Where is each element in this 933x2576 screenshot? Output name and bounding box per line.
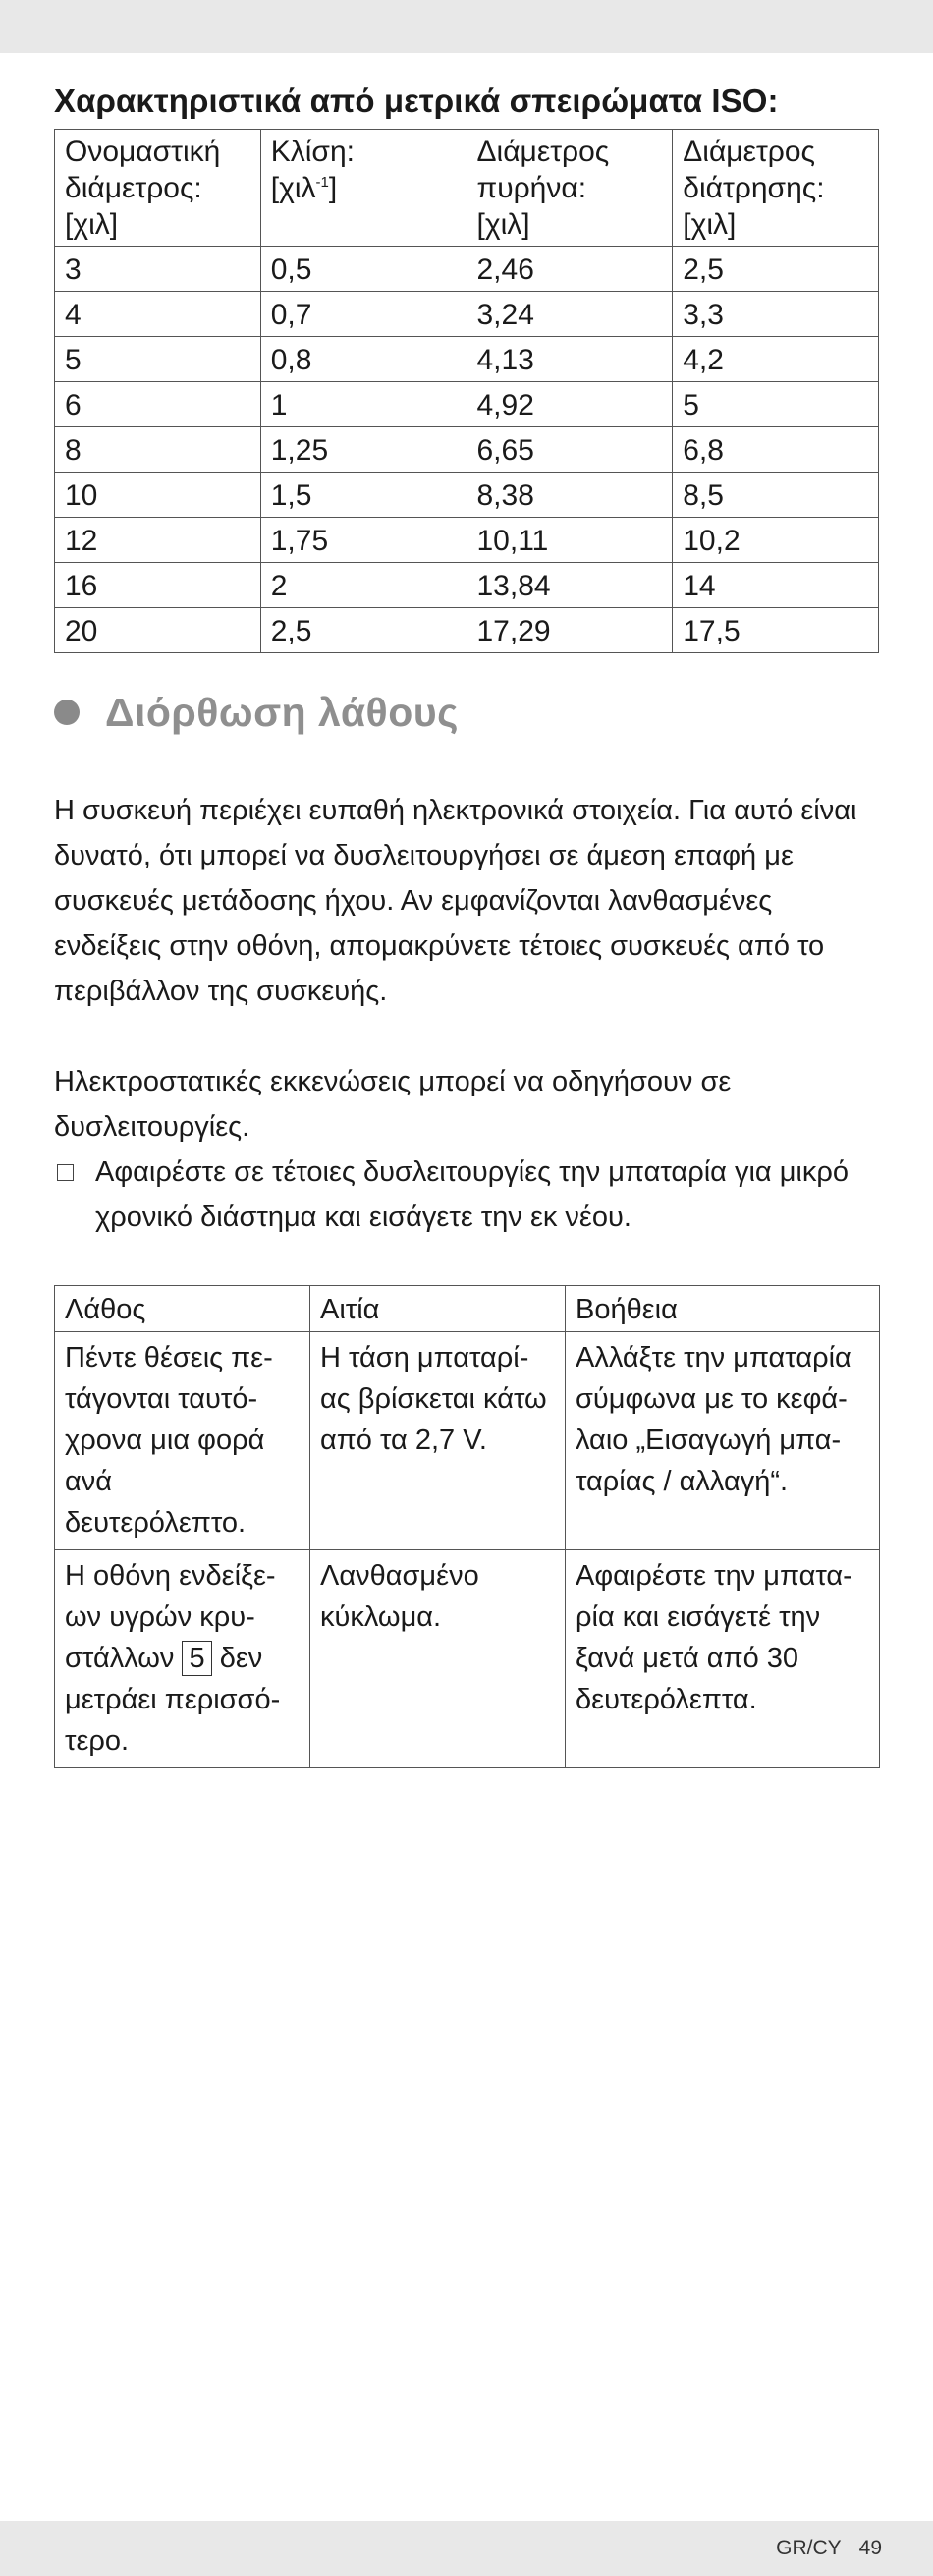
table-row: 5 0,8 4,13 4,2 [55,337,879,382]
fault-cell: Η οθόνη ενδείξε- ων υγρών κρυ- στάλλων 5 δεν μετράει περισσό- τερο. [55,1550,310,1768]
header-remedy: Βοήθεια [566,1286,880,1332]
display-reference-number: 5 [182,1641,211,1676]
header-drill-diameter: Διάμετρος διάτρησης: [χιλ] [673,130,879,247]
bullet-dot-icon [54,700,80,725]
cause-cell: Λανθασμένο κύκλωμα. [310,1550,566,1768]
fault-table [54,1285,880,1768]
fault-table-header-row [55,1286,880,1332]
table-row: 3 0,5 2,46 2,5 [55,247,879,292]
checkbox-icon [57,1164,74,1181]
iso-thread-table [54,129,879,653]
table-row: 16 2 13,84 14 [55,563,879,608]
iso-table-title: Χαρακτηριστικά από μετρικά σπειρώματα ISO: [54,83,779,119]
remedy-cell: Αφαιρέστε την μπατα- ρία και εισάγετέ την ξανά μετά από 30 δευτερόλεπτα. [566,1550,880,1768]
page-content [54,83,879,1768]
section-heading [54,688,879,737]
table-row [55,1550,880,1768]
table-row: 4 0,7 3,24 3,3 [55,292,879,337]
section-title: Διόρθωση λάθους [105,689,459,735]
table-row: 10 1,5 8,38 8,5 [55,473,879,518]
fault-cell: Πέντε θέσεις πε- τάγονται ταυτό- χρονα μια φορά ανά δευτερόλεπτο. [55,1332,310,1550]
table-row: 20 2,5 17,29 17,5 [55,608,879,653]
header-nominal-diameter: Ονομαστική διάμετρος: [χιλ] [55,130,261,247]
header-pitch: Κλίση: [χιλ$^{-1}$] [260,130,466,247]
table-row: 6 1 4,92 5 [55,382,879,427]
paragraph-electrostatic: Ηλεκτροστατικές εκκενώσεις μπορεί να οδηγήσουν σε δυσλειτουργίες. [54,1066,732,1143]
table-row [55,1332,880,1550]
page-footer [776,2537,882,2560]
header-cause: Αιτία [310,1286,566,1332]
top-band [0,0,933,53]
footer-region: GR/CY [776,2537,842,2559]
header-fault: Λάθος [55,1286,310,1332]
table-row: 8 1,25 6,65 6,8 [55,427,879,473]
instruction-text: Αφαιρέστε σε τέτοιες δυσλειτουργίες την μπαταρία για μικρό χρονικό διάστημα και εισάγετε την εκ νέου. [95,1156,849,1233]
header-core-diameter: Διάμετρος πυρήνα: [χιλ] [466,130,673,247]
iso-table-header-row [55,130,879,247]
paragraph-interference: Η συσκευή περιέχει ευπαθή ηλεκτρονικά στοιχεία. Για αυτό είναι δυνατό, ότι μπορεί να δυσλειτουργήσει σε άμεση επαφή με συσκευές μετάδοσης ήχου. Αν εμφανίζονται λανθασμένες ενδείξεις στην οθόνη, απομακρύνετε τέτοιες συσκευές από το περιβάλλον της συσκευής. [54,795,857,1007]
instruction-item [54,1149,879,1240]
page-number: 49 [858,2537,882,2559]
table-row: 12 1,75 10,11 10,2 [55,518,879,563]
cause-cell: Η τάση μπαταρί- ας βρίσκεται κάτω από τα 2,7 V. [310,1332,566,1550]
remedy-cell: Αλλάξτε την μπαταρία σύμφωνα με το κεφά- λαιο „Εισαγωγή μπα- ταρίας / αλλαγή“. [566,1332,880,1550]
